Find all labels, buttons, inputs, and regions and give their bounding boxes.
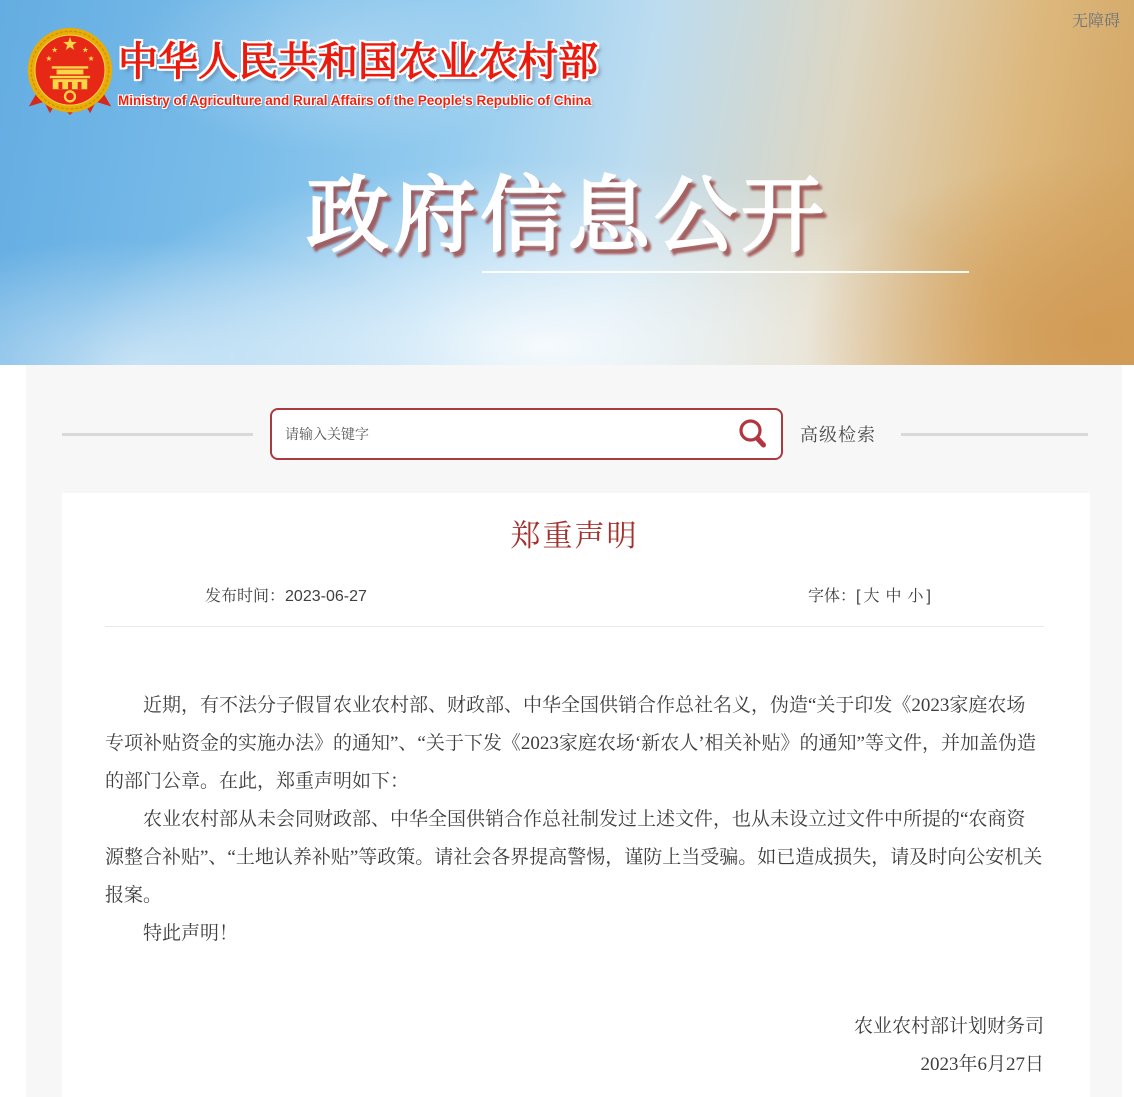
font-size-small-button[interactable]: 小 (907, 588, 924, 605)
article-paragraph: 农业农村部从未会同财政部、中华全国供销合作总社制发过上述文件，也从未设立过文件中所提的“农商资源整合补贴”、“土地认养补贴”等政策。请社会各界提高警惕，谨防上当受骗。如已造成损失，请及时向公安机关报案。 (105, 809, 1043, 906)
font-size-large-button[interactable]: 大 (863, 588, 880, 605)
font-size-label: 字体： (808, 588, 857, 605)
article-card (62, 493, 1090, 1097)
publish-time-value: 2023-06-27 (285, 588, 367, 605)
brand-text (118, 26, 598, 108)
font-size-medium-button[interactable]: 中 (885, 588, 902, 605)
publish-time-label: 发布时间： (205, 588, 286, 605)
search-input[interactable] (272, 410, 729, 458)
font-size-bracket-close: ] (926, 588, 931, 605)
national-emblem-icon (22, 26, 118, 118)
article-paragraph: 近期，有不法分子假冒农业农村部、财政部、中华全国供销合作总社名义，伪造“关于印发《2023家庭农场专项补贴资金的实施办法》的通知”、“关于下发《2023家庭农场‘新农人’相关补贴》的通知”等文件，并加盖伪造的部门公章。在此，郑重声明如下： (105, 695, 1036, 792)
banner (0, 0, 1134, 365)
signature-org: 农业农村部计划财务司 (853, 1016, 1044, 1037)
meta-divider (105, 626, 1044, 627)
signature-date: 2023年6月27日 (920, 1054, 1044, 1075)
page-title: 政府信息公开 (306, 169, 828, 262)
search-section (26, 365, 1122, 460)
publish-time (205, 583, 367, 606)
content-panel (26, 365, 1122, 1097)
magnifier-icon (736, 417, 770, 451)
ministry-name-en: Ministry of Agriculture and Rural Affairs of the People's Republic of China (118, 93, 592, 108)
search-box (270, 408, 783, 460)
left-divider-line (62, 433, 253, 436)
search-button[interactable] (729, 410, 777, 458)
article-title: 郑重声明 (510, 520, 639, 553)
ministry-logo-link[interactable] (22, 26, 598, 118)
article-meta (105, 583, 1044, 606)
font-size-bracket-open: [ (856, 588, 861, 605)
right-divider-line (901, 433, 1088, 436)
font-size-control (808, 583, 931, 606)
signature-block (105, 1008, 1044, 1084)
accessibility-link[interactable]: 无障碍 (1071, 13, 1120, 30)
article-paragraph: 特此声明！ (143, 923, 239, 944)
advanced-search-link[interactable]: 高级检索 (800, 425, 876, 445)
article-body (105, 687, 1044, 953)
banner-underline (482, 271, 969, 273)
ministry-name-zh: 中华人民共和国农业农村部 (118, 39, 598, 84)
